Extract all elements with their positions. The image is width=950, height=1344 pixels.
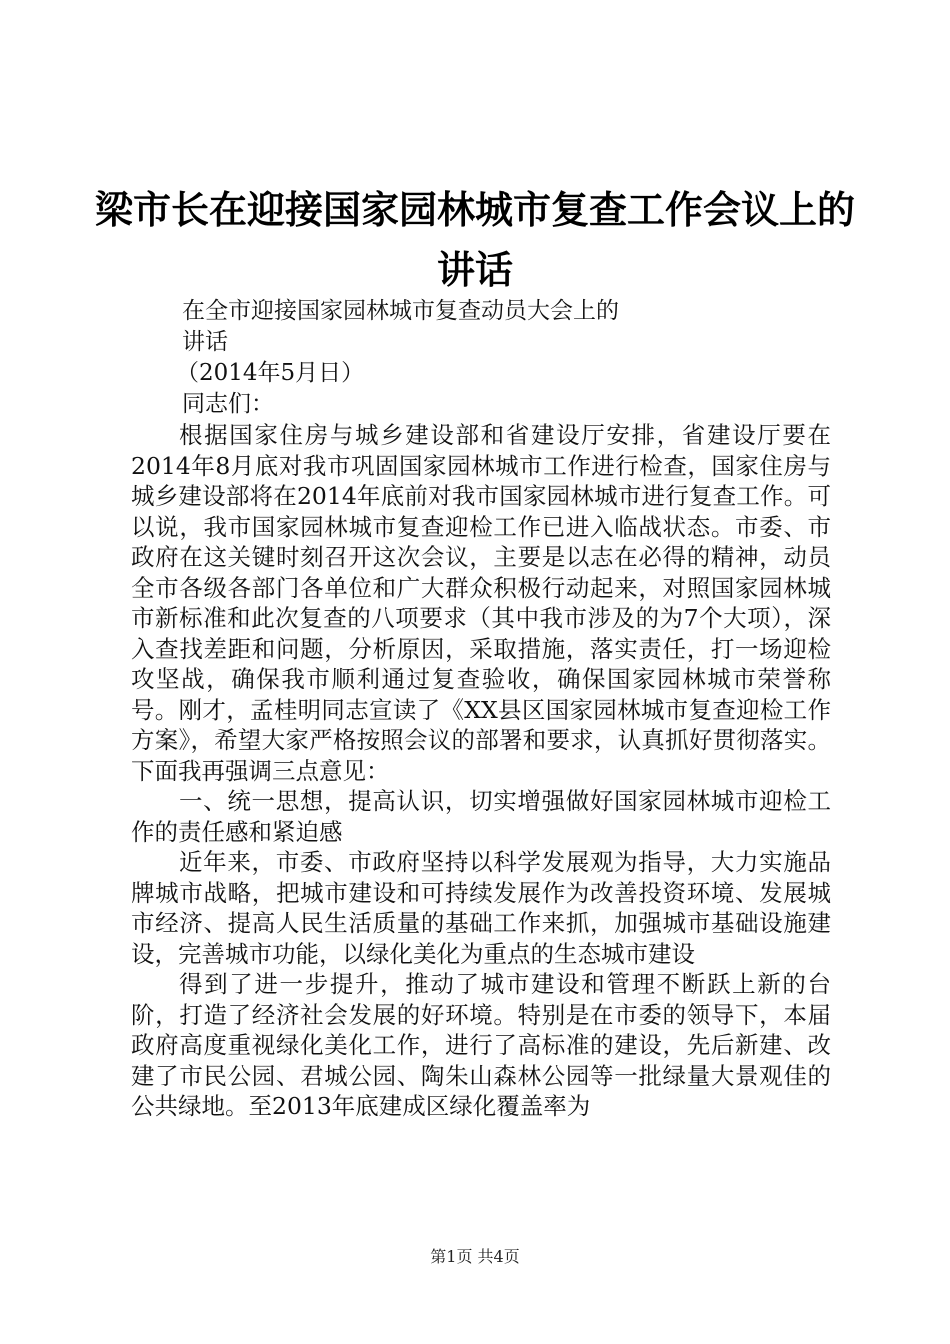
page-number-footer: 第1页 共4页 <box>430 1247 520 1266</box>
subtitle-line-1: 在全市迎接国家园林城市复查动员大会上的 <box>182 298 619 324</box>
document-title-line-1: 梁市长在迎接国家园林城市复查工作会议上的 <box>94 188 855 232</box>
section-heading-1: 一、统一思想，提高认识，切实增强做好国家园林城市迎检工作的责任感和紧迫感 <box>131 787 831 846</box>
salutation: 同志们： <box>182 391 274 417</box>
subtitle-line-2: 讲话 <box>182 329 228 355</box>
paragraph-intro: 根据国家住房与城乡建设部和省建设厅安排，省建设厅要在2014年8月底对我市巩固国家园林城市工作进行检查，国家住房与城乡建设部将在2014年底前对我市国家园林城市进行复查工作。可以说，我市国家园林城市复查迎检工作已进入临战状态。市委、市政府在这关键时刻召开这次会议，主要是以志在必得的精神，动员全市各级各部门各单位和广大群众积极行动起来，对照国家园林城市新标准和此次复查的八项要求（其中我市涉及的为7个大项），深入查找差距和问题，分析原因，采取措施，落实责任，打一场迎检攻坚战，确保我市顺利通过复查验收，确保国家园林城市荣誉称号。刚才，孟桂明同志宣读了《XX县区国家园林城市复查迎检工作方案》，希望大家严格按照会议的部署和要求，认真抓好贯彻落实。下面我再强调三点意见： <box>131 421 831 785</box>
document-body <box>131 420 831 1122</box>
document-title-line-2: 讲话 <box>436 248 513 292</box>
speech-date: （2014年5月日） <box>176 360 365 386</box>
paragraph-recent-years: 近年来，市委、市政府坚持以科学发展观为指导，大力实施品牌城市战略，把城市建设和可持续发展作为改善投资环境、发展城市经济、提高人民生活质量的基础工作来抓，加强城市基础设施建设，完善城市功能，以绿化美化为重点的生态城市建设 <box>131 848 831 968</box>
paragraph-achievements: 得到了进一步提升，推动了城市建设和管理不断跃上新的台阶，打造了经济社会发展的好环境。特别是在市委的领导下，本届政府高度重视绿化美化工作，进行了高标准的建设，先后新建、改建了市民公园、君城公园、陶朱山森林公园等一批绿量大景观佳的公共绿地。至2013年底建成区绿化覆盖率为 <box>131 970 831 1120</box>
